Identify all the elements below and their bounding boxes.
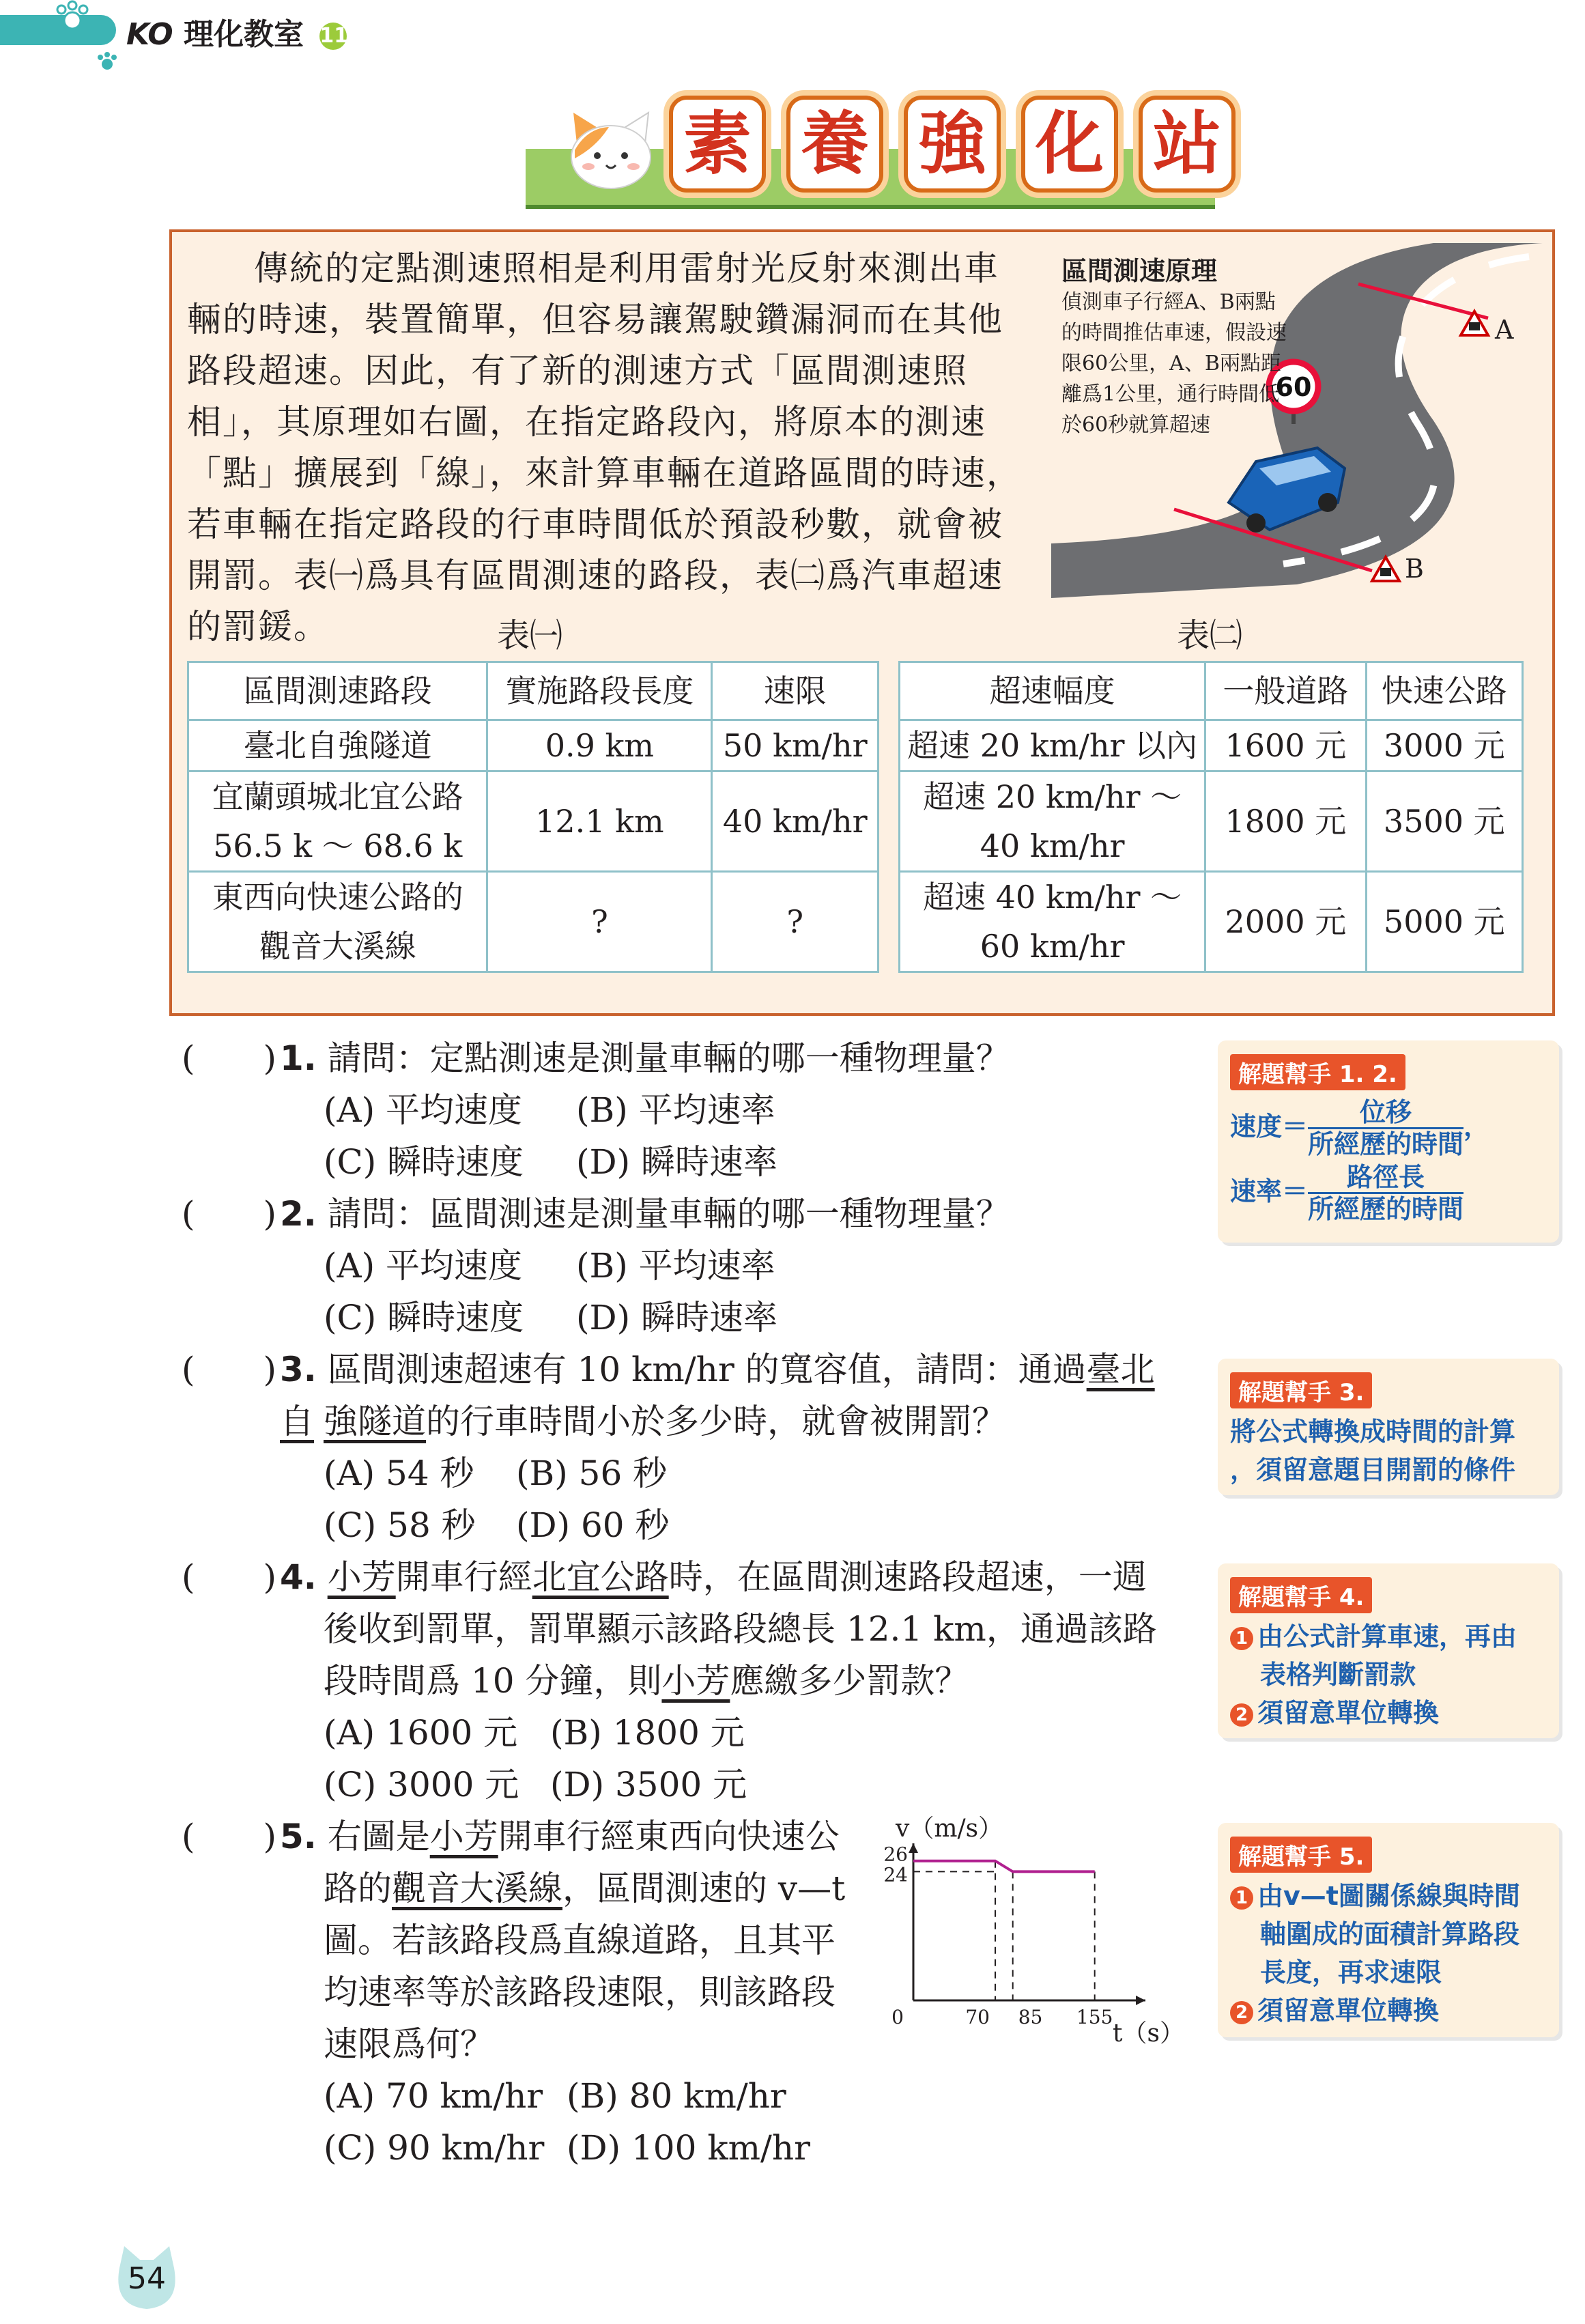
volume-badge: 11 bbox=[319, 23, 347, 50]
chart-y-label: v（m/s） bbox=[896, 1815, 1003, 1843]
table-row bbox=[900, 771, 1523, 872]
table-header-cell: 實施路段長度 bbox=[487, 662, 712, 720]
option-c[interactable]: (C) 58 秒 bbox=[324, 1505, 476, 1545]
table-header-row bbox=[900, 662, 1523, 720]
chart-x-tick-label: 155 bbox=[1076, 2006, 1113, 2028]
table-header-cell: 速限 bbox=[712, 662, 879, 720]
table-header-cell: 超速幅度 bbox=[900, 662, 1205, 720]
table-header-cell: 一般道路 bbox=[1205, 662, 1366, 720]
helper-box-3 bbox=[1218, 1359, 1559, 1495]
chart-y-tick-label: 26 bbox=[883, 1843, 908, 1866]
banner-char: 強 bbox=[904, 96, 1001, 193]
banner-char: 養 bbox=[786, 96, 883, 193]
question-4 bbox=[280, 1551, 1147, 1603]
section-banner bbox=[526, 96, 1221, 205]
banner-char: 化 bbox=[1021, 96, 1118, 193]
place-name: 北宜公路 bbox=[532, 1557, 669, 1597]
helper-tag: 解題幫手 1. 2. bbox=[1230, 1054, 1405, 1090]
question-stem: 應繳多少罰款？ bbox=[730, 1661, 969, 1701]
table-cell: 臺北自強隧道 bbox=[188, 720, 487, 771]
table-cell: 50 km/hr bbox=[712, 720, 879, 771]
chart-x-tick-label: 85 bbox=[1018, 2006, 1043, 2028]
point-b-label: B bbox=[1405, 554, 1424, 584]
question-number: 1. bbox=[280, 1038, 317, 1078]
table-cell: 3500 元 bbox=[1366, 771, 1522, 872]
question-2 bbox=[280, 1188, 1010, 1240]
helper-box-1-2 bbox=[1218, 1040, 1559, 1243]
helper-tag: 解題幫手 4. bbox=[1230, 1577, 1372, 1613]
diagram-title: 區間測速原理 bbox=[1061, 256, 1218, 286]
chart-x-arrow bbox=[1136, 1996, 1145, 2005]
table-cell: 超速 20 km/hr ～ 40 km/hr bbox=[900, 771, 1205, 872]
table-cell: 超速 20 km/hr 以內 bbox=[900, 720, 1205, 771]
banner-char: 站 bbox=[1139, 96, 1236, 193]
option-c[interactable]: (C) 瞬時速度 bbox=[324, 1298, 524, 1337]
step-badge: 2 bbox=[1230, 1703, 1253, 1727]
step-badge: 1 bbox=[1230, 1886, 1253, 1910]
question-1 bbox=[280, 1032, 1010, 1084]
option-d[interactable]: (D) 100 km/hr bbox=[567, 2128, 810, 2168]
question-stem: 時，在區間測速路段超速，一週 bbox=[668, 1557, 1147, 1597]
table-cell: 3000 元 bbox=[1366, 720, 1522, 771]
helper-tag: 解題幫手 3. bbox=[1230, 1372, 1372, 1408]
table1-speed-sections bbox=[187, 661, 879, 973]
answer-blank[interactable]: ( ) bbox=[182, 1194, 277, 1234]
header-title bbox=[126, 10, 347, 53]
point-a-label: A bbox=[1495, 315, 1514, 345]
table-cell: 0.9 km bbox=[487, 720, 712, 771]
table-header-cell: 區間測速路段 bbox=[188, 662, 487, 720]
table-cell: 2000 元 bbox=[1205, 872, 1366, 972]
table-cell: ? bbox=[487, 872, 712, 972]
question-number: 4. bbox=[280, 1557, 317, 1597]
question-stem: 路的 bbox=[324, 1869, 392, 1908]
answer-blank[interactable]: ( ) bbox=[182, 1350, 277, 1389]
paw-icon bbox=[96, 52, 119, 72]
place-name: 臺北自 bbox=[280, 1350, 1155, 1441]
chart-series-line bbox=[913, 1861, 1095, 1872]
helper-text: 1 由公式計算車速，再由 表格判斷罰款 2 須留意單位轉換 bbox=[1230, 1617, 1547, 1732]
table-cell: ? bbox=[712, 872, 879, 972]
table-header-row bbox=[188, 662, 879, 720]
chart-y-tick-label: 24 bbox=[883, 1863, 908, 1886]
option-b[interactable]: (B) 平均速率 bbox=[576, 1090, 775, 1130]
cat-mascot-icon bbox=[567, 109, 655, 191]
option-d[interactable]: (D) 瞬時速率 bbox=[576, 1298, 777, 1337]
passage-text: 傳統的定點測速照相是利用雷射光反射來測出車輛的時速，裝置簡單，但容易讓駕駛鑽漏洞而在其他路段超速。因此，有了新的測速方式「區間測速照相」，其原理如右圖，在指定路段內，將原本的測速「點」擴展到「線」，來計算車輛在道路區間的時速，若車輛在指定路段的行車時間低於預設秒數，就會被開罰。表㈠爲具有區間測速的路段，表㈡爲汽車超速的罰鍰。 bbox=[187, 249, 1022, 647]
fraction: $\frac{\text{路徑長}}{\text{所經歷的時間}}$ bbox=[1308, 1162, 1464, 1224]
table-row bbox=[900, 872, 1523, 972]
helper-text: 1 由v—t圖關係線與時間 軸圍成的面積計算路段 長度，再求速限 2 須留意單位轉換 bbox=[1230, 1877, 1547, 2030]
formula-lhs: 速率＝ bbox=[1230, 1176, 1309, 1206]
table-row bbox=[188, 872, 879, 972]
paw-icon bbox=[52, 0, 93, 34]
banner-title bbox=[669, 96, 1236, 193]
answer-blank[interactable]: ( ) bbox=[182, 1557, 277, 1597]
question-5 bbox=[280, 1811, 840, 1862]
table-cell: 宜蘭頭城北宜公路 56.5 k ～ 68.6 k bbox=[188, 771, 487, 872]
comma: ， bbox=[1463, 1111, 1490, 1142]
question-stem: 段時間爲 10 分鐘，則 bbox=[324, 1661, 662, 1701]
question-5-cont: 圖。若該路段爲直線道路，且其平 bbox=[324, 1921, 836, 1960]
formula-lhs: 速度＝ bbox=[1230, 1111, 1309, 1142]
fraction: $\frac{\text{位移}}{\text{所經歷的時間}}$ bbox=[1308, 1097, 1464, 1159]
vt-chart bbox=[881, 1809, 1188, 2055]
question-number: 2. bbox=[280, 1194, 317, 1234]
question-stem: 右圖是 bbox=[327, 1817, 430, 1856]
option-c[interactable]: (C) 90 km/hr bbox=[324, 2128, 545, 2168]
table-cell: 12.1 km bbox=[487, 771, 712, 872]
step-badge: 2 bbox=[1230, 2001, 1253, 2024]
diagram-description: 偵測車子行經A、B兩點的時間推估車速，假設速限60公里，A、B兩點距離爲1公里，通行時間低於60秒就算超速 bbox=[1061, 290, 1287, 437]
person-name: 小芳 bbox=[661, 1661, 730, 1701]
step-badge: 1 bbox=[1230, 1627, 1253, 1650]
option-c[interactable]: (C) 3000 元 bbox=[324, 1765, 519, 1804]
option-d[interactable]: (D) 瞬時速率 bbox=[576, 1142, 777, 1182]
question-4-cont: 後收到罰單，罰單顯示該路段總長 12.1 km，通過該路 bbox=[324, 1609, 1157, 1649]
answer-blank[interactable]: ( ) bbox=[182, 1817, 277, 1856]
question-5-cont: 速限爲何？ bbox=[324, 2024, 494, 2064]
velocity-formula bbox=[1230, 1097, 1547, 1159]
option-b[interactable]: (B) 1800 元 bbox=[550, 1713, 745, 1753]
table-row bbox=[188, 720, 879, 771]
question-5-cont bbox=[324, 1862, 845, 1914]
table1-caption: 表㈠ bbox=[497, 617, 563, 655]
question-stem: 區間測速超速有 10 km/hr 的寬容值，請問：通過 bbox=[327, 1350, 1087, 1389]
banner-char: 素 bbox=[669, 96, 766, 193]
question-stem: 請問：區間測速是測量車輛的哪一種物理量？ bbox=[327, 1194, 1010, 1234]
question-stem: 的行車時間小於多少時，就會被開罰？ bbox=[426, 1402, 1006, 1441]
chart-y-arrow bbox=[909, 1843, 918, 1853]
option-c[interactable]: (C) 瞬時速度 bbox=[324, 1142, 524, 1182]
table-cell: 5000 元 bbox=[1366, 872, 1522, 972]
answer-blank[interactable]: ( ) bbox=[182, 1038, 277, 1078]
helper-box-5 bbox=[1218, 1823, 1559, 2037]
question-stem: ，區間測速的 v—t bbox=[562, 1869, 846, 1908]
helper-text: 將公式轉換成時間的計算 ，須留意題目開罰的條件 bbox=[1230, 1417, 1516, 1485]
question-stem: 開車行經東西向快速公 bbox=[498, 1817, 840, 1856]
place-name: 觀音大溪線 bbox=[392, 1869, 562, 1908]
question-number: 3. bbox=[280, 1350, 317, 1389]
brand-label: KO bbox=[126, 17, 173, 52]
table-cell: 40 km/hr bbox=[712, 771, 879, 872]
subject-label: 理化教室 bbox=[184, 17, 304, 52]
table2-fines bbox=[898, 661, 1524, 973]
person-name: 小芳 bbox=[429, 1817, 498, 1856]
option-a[interactable]: (A) 平均速度 bbox=[324, 1246, 523, 1286]
option-a[interactable]: (A) 70 km/hr bbox=[324, 2076, 543, 2116]
page-number-badge bbox=[109, 2241, 184, 2316]
question-number: 5. bbox=[280, 1817, 317, 1856]
table-cell: 1800 元 bbox=[1205, 771, 1366, 872]
speed-formula bbox=[1230, 1162, 1547, 1224]
page-number: 54 bbox=[128, 2261, 166, 2296]
place-name: 強隧道 bbox=[324, 1402, 426, 1441]
option-a[interactable]: (A) 1600 元 bbox=[324, 1713, 518, 1753]
question-stem: 請問：定點測速是測量車輛的哪一種物理量？ bbox=[327, 1038, 1010, 1078]
option-d[interactable]: (D) 60 秒 bbox=[516, 1505, 670, 1545]
table2-caption: 表㈡ bbox=[1177, 617, 1243, 655]
question-5-cont: 均速率等於該路段速限，則該路段 bbox=[324, 1972, 836, 2012]
question-3-cont bbox=[324, 1395, 1006, 1447]
person-name: 小芳 bbox=[327, 1557, 396, 1597]
question-4-cont bbox=[324, 1655, 969, 1707]
option-a[interactable]: (A) 平均速度 bbox=[324, 1090, 523, 1130]
helper-box-4 bbox=[1218, 1563, 1559, 1738]
helper-tag: 解題幫手 5. bbox=[1230, 1837, 1372, 1873]
option-a[interactable]: (A) 54 秒 bbox=[324, 1454, 474, 1493]
camera-a-icon bbox=[1461, 311, 1488, 335]
option-b[interactable]: (B) 56 秒 bbox=[516, 1454, 668, 1493]
table-cell: 東西向快速公路的 觀音大溪線 bbox=[188, 872, 487, 972]
chart-x-tick-label: 70 bbox=[965, 2006, 990, 2028]
table-cell: 超速 40 km/hr ～ 60 km/hr bbox=[900, 872, 1205, 972]
table-row bbox=[188, 771, 879, 872]
chart-x-tick-label: 0 bbox=[891, 2006, 904, 2028]
speed-limit-value: 60 bbox=[1275, 372, 1312, 402]
question-stem: 開車行經 bbox=[395, 1557, 532, 1597]
option-d[interactable]: (D) 3500 元 bbox=[550, 1765, 747, 1804]
table-header-cell: 快速公路 bbox=[1366, 662, 1522, 720]
table-cell: 1600 元 bbox=[1205, 720, 1366, 771]
option-b[interactable]: (B) 80 km/hr bbox=[567, 2076, 786, 2116]
table-row bbox=[900, 720, 1523, 771]
option-b[interactable]: (B) 平均速率 bbox=[576, 1246, 775, 1286]
chart-x-label: t（s） bbox=[1113, 2020, 1184, 2047]
